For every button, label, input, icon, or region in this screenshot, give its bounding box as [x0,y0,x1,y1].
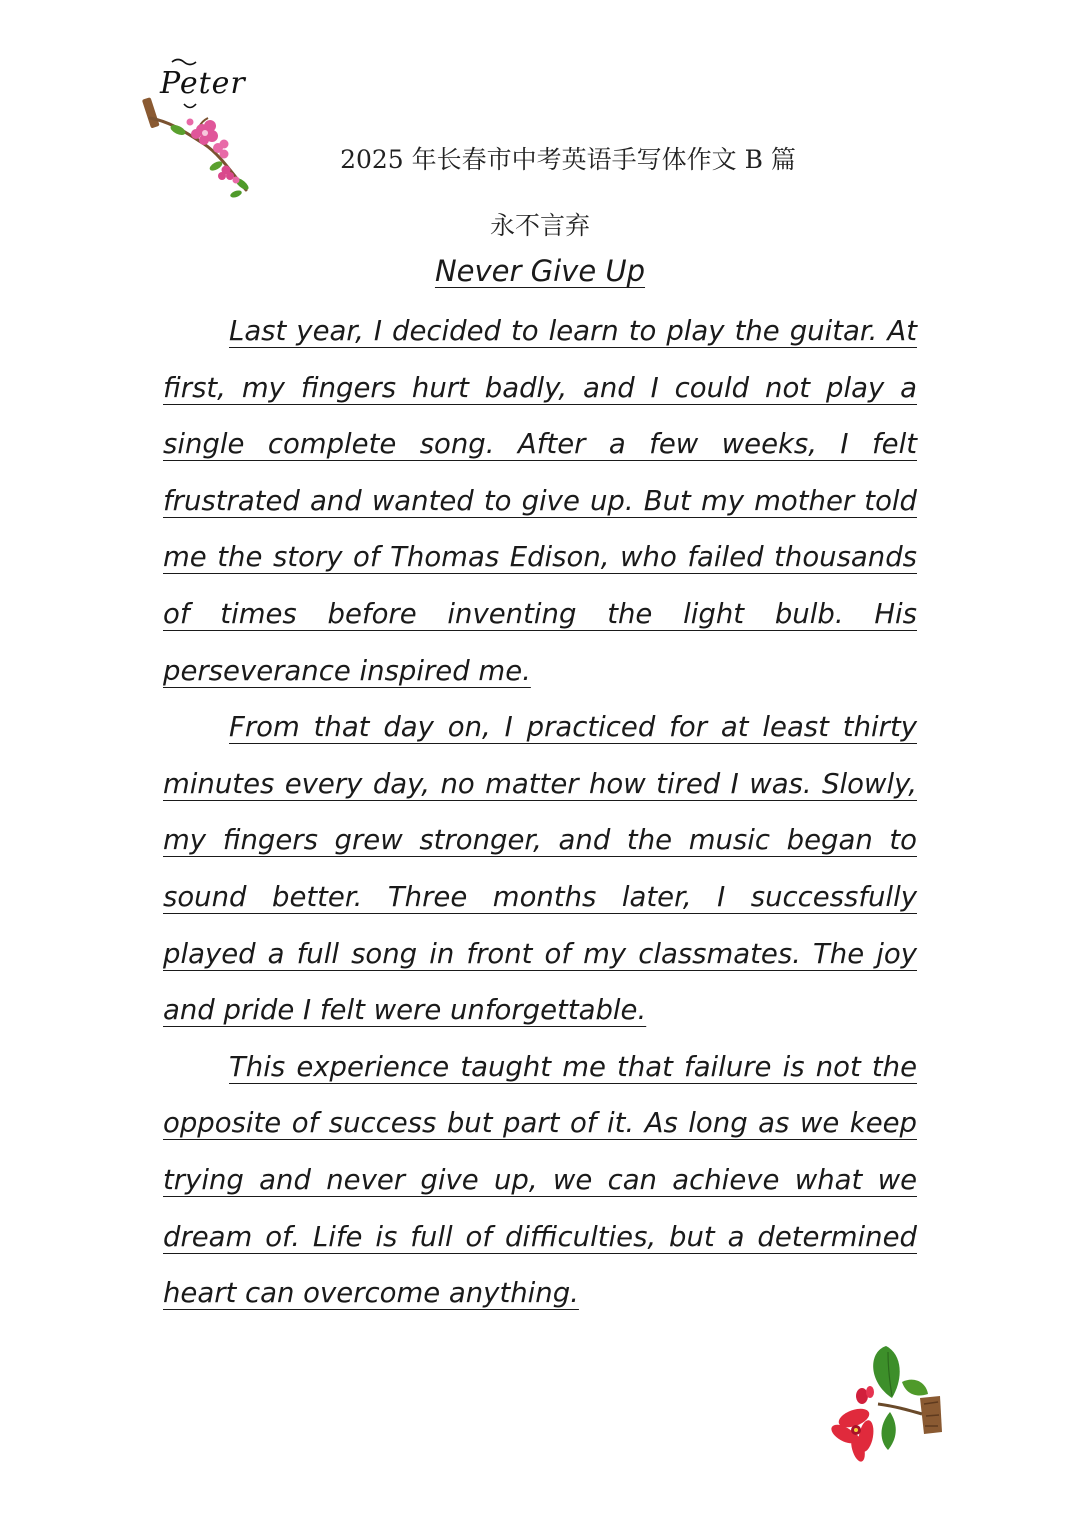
essay-title-text: Never Give Up [434,254,646,288]
paragraph-text: This experience taught me that failure is not the opposite of success but part of it. As long as we keep trying and never give up, we can achieve what we dream of. Life is full of difficulties, but a determined heart can overcome anything. [163,1050,917,1310]
essay-title [0,254,1080,288]
paragraph [163,303,917,699]
page-subtitle: 2025 年长春市中考英语手写体作文 B 篇 [340,145,796,174]
logo [138,52,258,202]
flower-decoration [828,1338,946,1464]
red-flower-icon [828,1338,946,1464]
paragraph [163,1039,917,1322]
essay-body [163,303,917,1322]
paragraph-text: From that day on, I practiced for at least thirty minutes every day, no matter how tired I was. Slowly, my fingers grew stronger, and the music began to sound better. Three months later, I successfully played a full song in front of my classmates. The joy and pride I felt were unforgettable. [163,711,917,1027]
paragraph [163,699,917,1039]
logo-text: Peter [160,66,246,101]
paragraph-text: Last year, I decided to learn to play the guitar. At first, my fingers hurt badly, and I could not play a single complete song. After a few weeks, I felt frustrated and wanted to give up. But my mother told me the story of Thomas Edison, who failed thousands of times before inventing the light bulb. His perseverance inspired me. [163,315,917,687]
chinese-title: 永不言弃 [489,211,590,240]
